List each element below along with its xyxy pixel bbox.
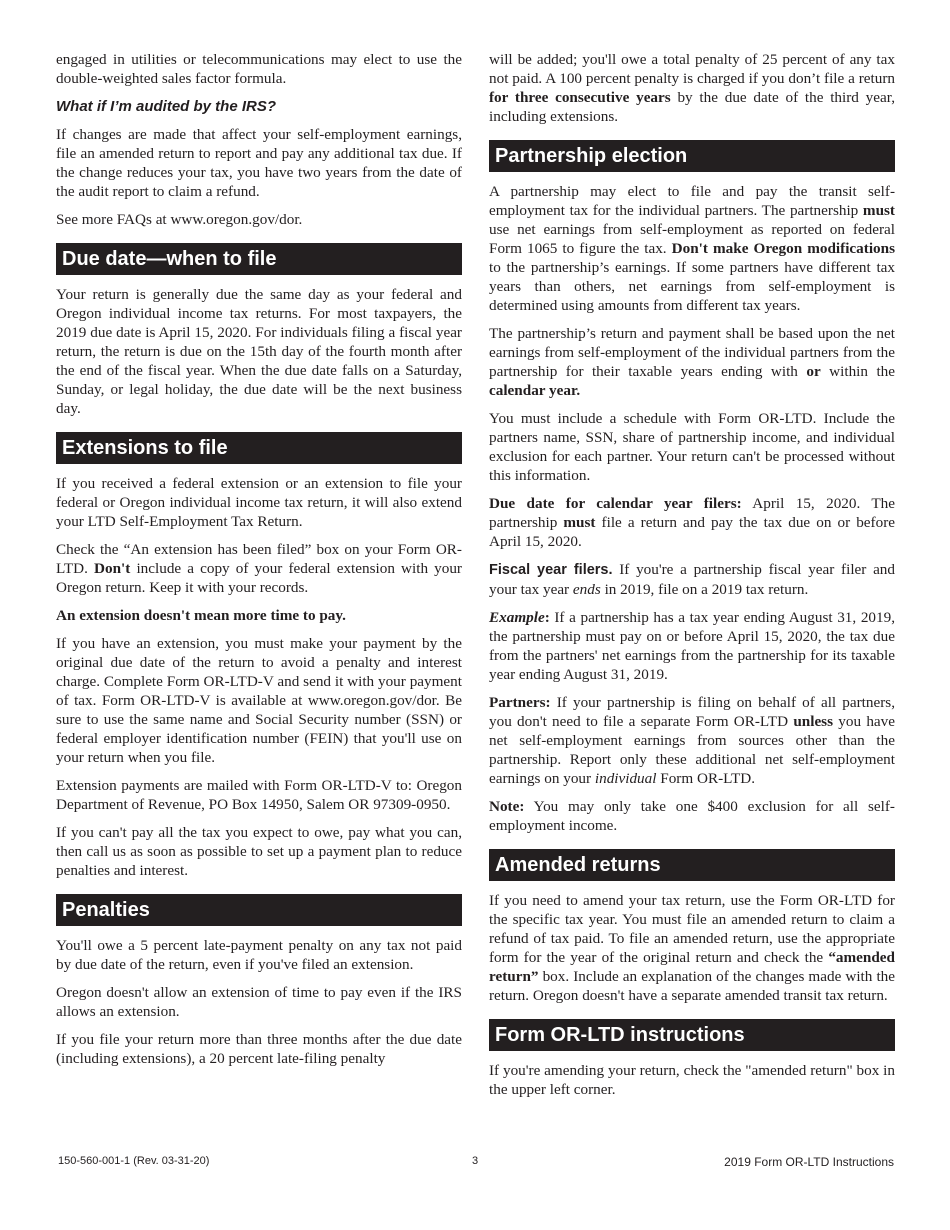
- amended-returns-paragraph: If you need to amend your tax return, use the Form OR-LTD for the specific tax year. You must file an amended return to claim a refund of tax paid. To file an amended return, use the appropriate form for the year of the original return and check the “amended return” box. Include an explanation of the changes made with the return. Oregon doesn't have a separate amended transit tax return.: [489, 892, 895, 1004]
- due-date-calendar-paragraph: Due date for calendar year filers: April 15, 2020. The partnership must file a return and pay the tax due on or before April 15, 2020.: [489, 495, 896, 550]
- penalties-paragraph-3: If you file your return more than three months after the due date (including extensions), a 20 percent late-filing penalty: [56, 1031, 462, 1067]
- faq-paragraph: See more FAQs at www.oregon.gov/dor.: [56, 211, 303, 228]
- extensions-bold-note: An extension doesn't mean more time to pay.: [56, 607, 346, 624]
- due-date-paragraph: Your return is generally due the same day as your federal and Oregon individual income tax returns. For most taxpayers, the 2019 due date is April 15, 2020. For individuals filing a fiscal year return, the return is due on the 15th day of the fourth month after the end of the fiscal year. When the due date falls on a Saturday, Sunday, or legal holiday, the due date will be the next business day.: [56, 286, 462, 417]
- partners-paragraph: Partners: If your partnership is filing on behalf of all partners, you don't need to file a separate Form OR-LTD unless you have net self-employment earnings from sources other than the partnership. Report only these additional net self-employment earnings on your individual Form OR-LTD.: [489, 694, 896, 787]
- partnership-paragraph-1: A partnership may elect to file and pay the transit self-employment tax for the individual partners. The partnership must use net earnings from self-employment as reported on federal Form 1065 to figure the tax. Don't make Oregon modifications to the partnership’s earnings. If some partners have different tax years than others, net earnings from self-employment is determined using amounts from different tax years.: [489, 183, 895, 314]
- note-paragraph: Note: You may only take one $400 exclusion for all self-employment income.: [489, 798, 895, 834]
- extensions-paragraph-1: If you received a federal extension or an extension to file your federal or Oregon individual income tax return, it will also extend your LTD Self-Employment Tax Return.: [56, 475, 462, 530]
- example-paragraph: Example: If a partnership has a tax year ending August 31, 2019, the partnership must pay on or before April 15, 2020, the tax due from the partners' net earnings from the partnership for its taxable year ending August 31, 2019.: [489, 609, 895, 683]
- partnership-paragraph-3: You must include a schedule with Form OR-LTD. Include the partners name, SSN, share of partnership income, and individual exclusion for each partner. Your return can't be processed without this information.: [489, 410, 895, 484]
- form-instructions-heading: Form OR-LTD instructions: [489, 1019, 895, 1051]
- document-title: 2019 Form OR-LTD Instructions: [724, 1155, 894, 1169]
- fiscal-year-paragraph: Fiscal year filers. If you're a partnership fiscal year filer and your tax year ends in 2019, file on a 2019 tax return.: [489, 561, 895, 598]
- extensions-heading: Extensions to file: [56, 432, 462, 464]
- partnership-paragraph-2: The partnership’s return and payment shall be based upon the net earnings from self-employment of the individual partners from the partnership for their taxable years ending with or within the calendar year.: [489, 325, 896, 399]
- extensions-paragraph-3: If you have an extension, you must make your payment by the original due date of the return to avoid a penalty and interest charge. Complete Form OR-LTD-V and send it with your payment of tax. Form OR-LTD-V is available at www.oregon.gov/dor. Be sure to use the same name and Social Security number (SSN) or federal employer identification number (FEIN) that you'll use on your return when you file.: [56, 635, 462, 766]
- form-instructions-paragraph: If you're amending your return, check the "amended return" box in the upper left corner.: [489, 1062, 895, 1098]
- audit-heading: What if I’m audited by the IRS?: [56, 98, 277, 115]
- penalties-heading: Penalties: [56, 894, 462, 926]
- page-number: 3: [472, 1155, 479, 1167]
- form-number: 150-560-001-1 (Rev. 03-31-20): [58, 1155, 210, 1167]
- extensions-paragraph-5: If you can't pay all the tax you expect to owe, pay what you can, then call us as soon as possible to set up a payment plan to reduce penalties and interest.: [56, 824, 462, 879]
- extensions-paragraph-2: Check the “An extension has been filed” box on your Form OR-LTD. Don't include a copy of your federal extension with your Oregon return. Keep it with your records.: [56, 541, 462, 596]
- penalties-paragraph-1: You'll owe a 5 percent late-payment penalty on any tax not paid by due date of the return, even if you've filed an extension.: [56, 937, 462, 973]
- due-date-heading: Due date—when to file: [56, 243, 462, 275]
- audit-paragraph: If changes are made that affect your self-employment earnings, file an amended return to report and pay any additional tax due. If the change reduces your tax, you have two years from the date of the audit report to claim a refund.: [56, 126, 462, 200]
- penalties-continued-paragraph: will be added; you'll owe a total penalty of 25 percent of any tax not paid. A 100 percent penalty is charged if you don’t file a return for three consecutive years by the due date of the third year, including extensions.: [489, 51, 895, 125]
- extensions-paragraph-4: Extension payments are mailed with Form OR-LTD-V to: Oregon Department of Revenue, PO Box 14950, Salem OR 97309-0950.: [56, 777, 462, 813]
- left-column: [56, 50, 462, 1077]
- amended-returns-heading: Amended returns: [489, 849, 895, 881]
- intro-paragraph: engaged in utilities or telecommunications may elect to use the double-weighted sales factor formula.: [56, 51, 462, 87]
- penalties-paragraph-2: Oregon doesn't allow an extension of time to pay even if the IRS allows an extension.: [56, 984, 462, 1020]
- right-column: [489, 50, 895, 1108]
- partnership-election-heading: Partnership election: [489, 140, 895, 172]
